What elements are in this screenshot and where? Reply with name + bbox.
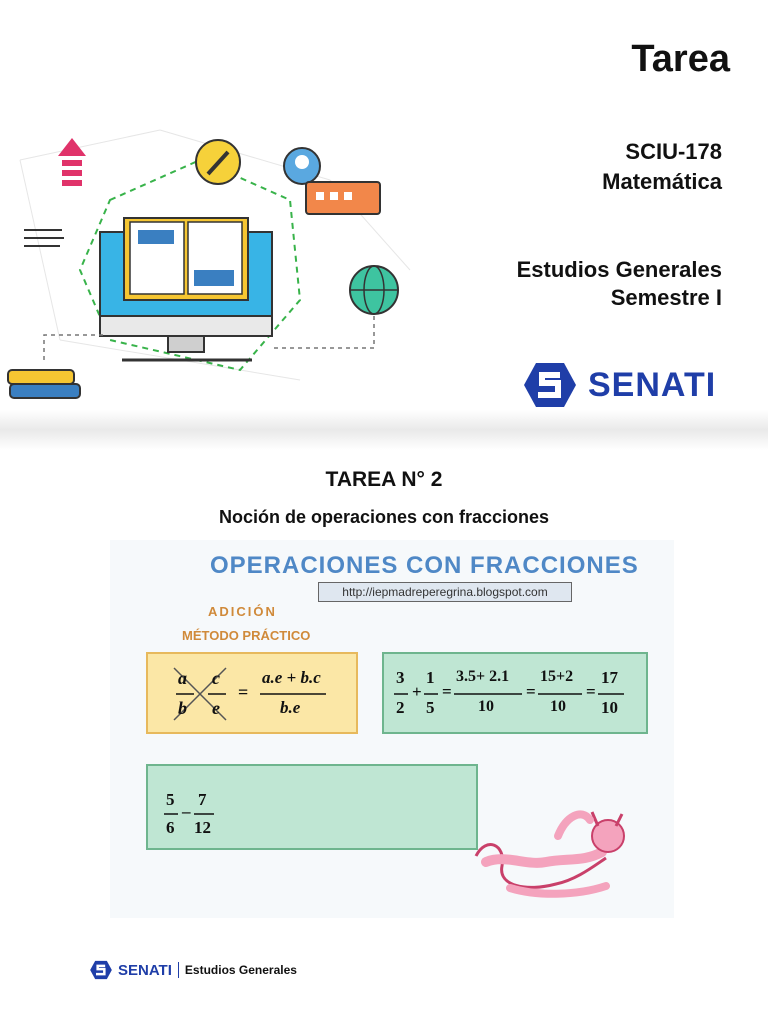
formula-numerator: a.e + b.c bbox=[262, 668, 321, 687]
example-bars bbox=[384, 654, 646, 732]
semester-label: Semestre I bbox=[610, 285, 722, 310]
senati-mark-icon bbox=[524, 361, 576, 409]
ex-result-num: 17 bbox=[601, 668, 618, 687]
figure-heading: OPERACIONES CON FRACCIONES bbox=[210, 552, 639, 579]
monitor-book-icon bbox=[100, 218, 272, 360]
senati-brand: SENATI bbox=[588, 365, 717, 404]
example-box bbox=[382, 652, 648, 734]
footer-senati-mark-icon bbox=[90, 960, 112, 980]
exercise-f1-den: 6 bbox=[166, 818, 175, 837]
ex-f1-den: 2 bbox=[396, 698, 405, 717]
formula-crosses bbox=[148, 654, 356, 732]
equals-3: = bbox=[586, 682, 596, 701]
equals-sign: = bbox=[238, 682, 249, 702]
list-icon bbox=[24, 230, 64, 246]
globe-icon bbox=[350, 266, 398, 314]
ex-s2-num: 15+2 bbox=[540, 668, 574, 685]
course-name: Matemática bbox=[602, 169, 722, 194]
task-subtitle: Noción de operaciones con fracciones bbox=[218, 507, 550, 527]
senati-logo bbox=[524, 360, 724, 410]
header-illustration bbox=[0, 120, 420, 410]
exercise-box bbox=[146, 764, 478, 850]
ex-result-den: 10 bbox=[601, 698, 618, 717]
ex-f2-den: 5 bbox=[426, 698, 435, 717]
minus-sign: – bbox=[182, 802, 191, 821]
pink-panther-illustration bbox=[466, 796, 636, 906]
footer-brand: SENATI bbox=[118, 961, 172, 979]
ex-s1-den: 10 bbox=[478, 698, 494, 715]
ex-s2-den: 10 bbox=[550, 698, 566, 715]
figure-url: http://iepmadreperegrina.blogspot.com bbox=[318, 582, 572, 602]
formula-b: b bbox=[178, 698, 187, 718]
header-shadow bbox=[0, 410, 768, 450]
ex-s1-num: 3.5+ 2.1 bbox=[456, 668, 510, 685]
equals-1: = bbox=[442, 682, 452, 701]
user-chat-icon bbox=[284, 148, 380, 214]
fractions-figure bbox=[110, 540, 674, 918]
exercise-f2-num: 7 bbox=[198, 790, 207, 809]
section-label: ADICIÓN bbox=[208, 604, 277, 619]
page-title: Tarea bbox=[631, 38, 730, 80]
formula-a: a bbox=[178, 668, 187, 688]
upload-arrow-icon bbox=[58, 138, 86, 186]
exercise-f1-num: 5 bbox=[166, 790, 175, 809]
exercise-f2-den: 12 bbox=[194, 818, 211, 837]
footer-divider bbox=[178, 962, 179, 978]
pencil-circle-icon bbox=[196, 140, 240, 184]
equals-2: = bbox=[526, 682, 536, 701]
formula-c: c bbox=[212, 668, 220, 688]
area-label: Estudios Generales bbox=[516, 257, 722, 282]
formula-denominator: b.e bbox=[280, 698, 301, 717]
footer bbox=[90, 960, 297, 980]
ex-f2-num: 1 bbox=[426, 668, 435, 687]
formula-e: e bbox=[212, 698, 220, 718]
course-code: SCIU-178 bbox=[625, 139, 722, 164]
books-icon bbox=[8, 370, 80, 398]
ex-f1-num: 3 bbox=[396, 668, 405, 687]
method-label: MÉTODO PRÁCTICO bbox=[182, 628, 311, 643]
formula-box bbox=[146, 652, 358, 734]
footer-text: Estudios Generales bbox=[184, 963, 297, 977]
task-title: TAREA N° 2 bbox=[325, 468, 443, 491]
plus-sign: + bbox=[412, 682, 422, 701]
